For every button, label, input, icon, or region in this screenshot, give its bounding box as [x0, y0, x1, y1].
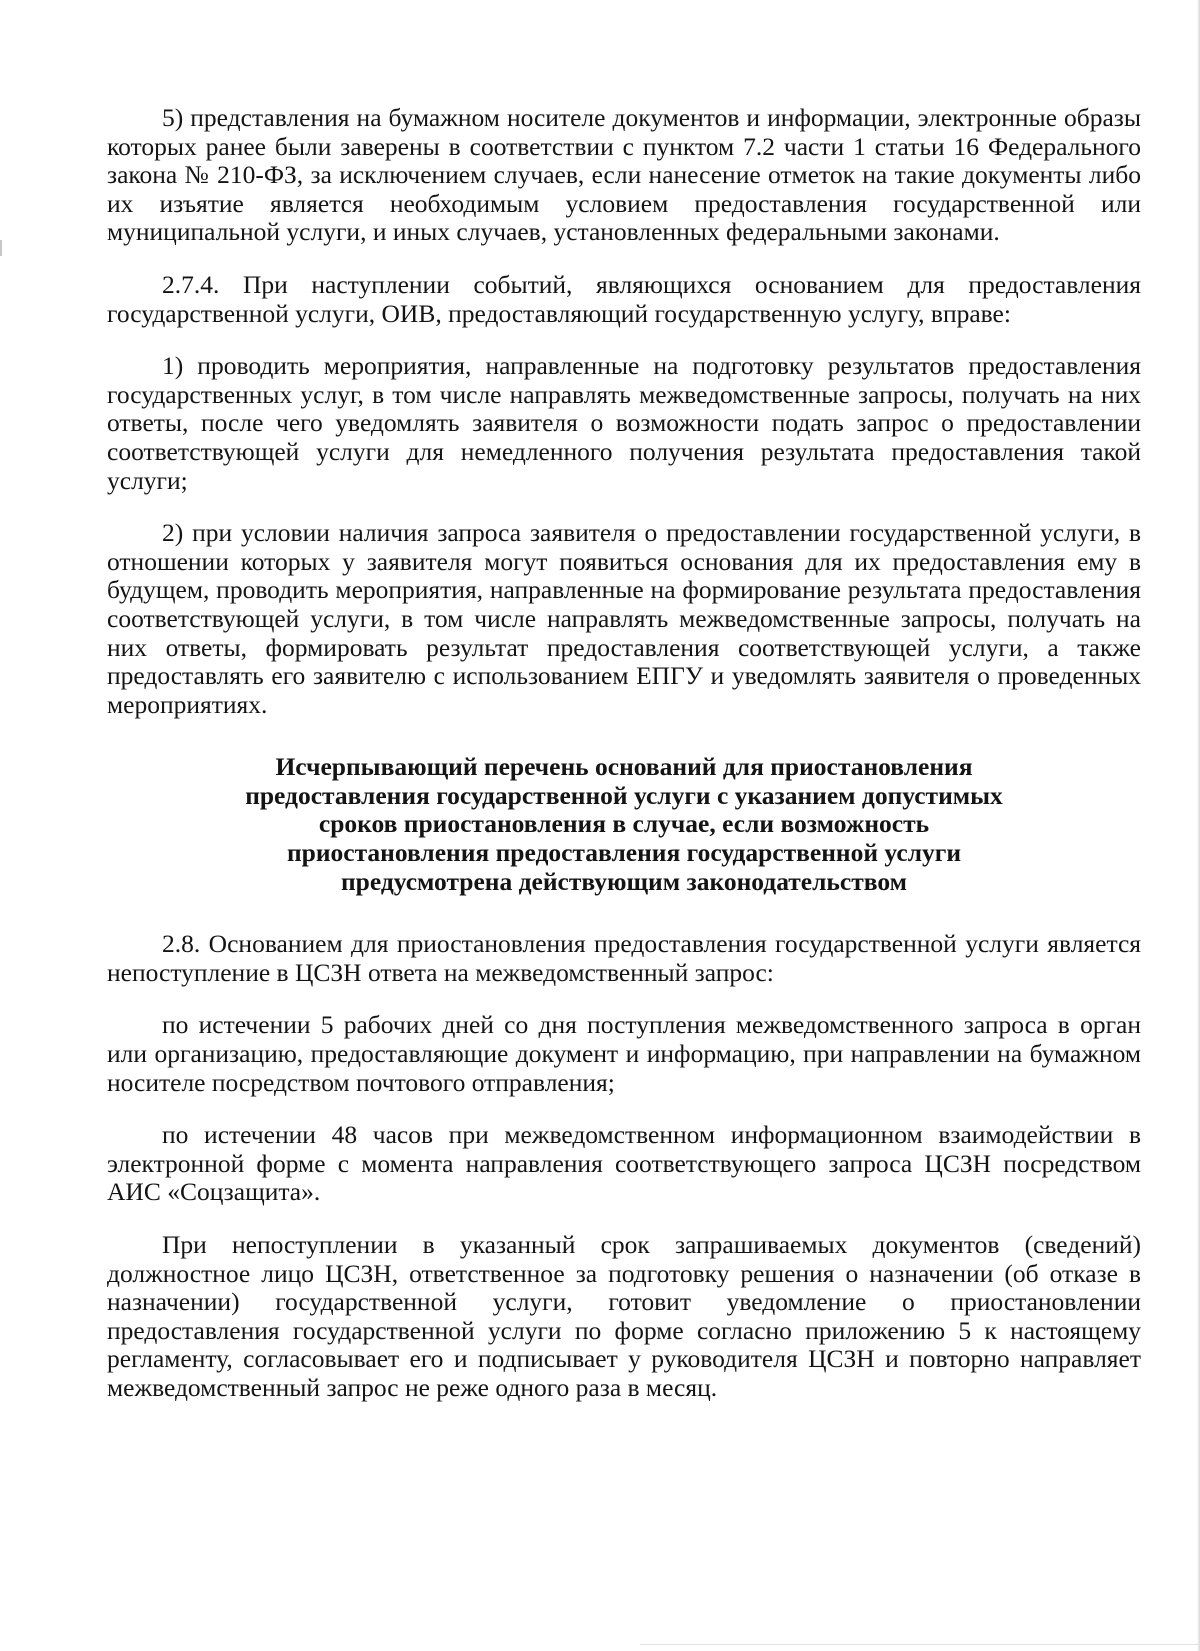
heading-line: предоставления государственной услуги с указанием допустимых	[245, 780, 1003, 810]
heading-line: Исчерпывающий перечень оснований для приостановления	[275, 752, 973, 782]
heading-line: приостановления предоставления государственной услуги	[286, 838, 962, 868]
scan-artifact	[640, 1644, 1200, 1645]
paragraph-electronic-deadline: по истечении 48 часов при межведомственном информационном взаимодействии в электронной форме с момента направления соответствующего запроса ЦСЗН посредством АИС «Соцзащита».	[107, 1120, 1141, 1207]
scan-artifact	[0, 240, 2, 256]
heading-line: предусмотрена действующим законодательством	[340, 866, 907, 896]
paragraph-item-1: 1) проводить мероприятия, направленные на подготовку результатов предоставления государственных услуг, в том числе направлять межведомственные запросы, получать на них ответы, после чего уведомлять заявителя о возможности подать запрос о предоставлении соответствующей услуги для немедленного получения результата предоставления такой услуги;	[107, 351, 1141, 495]
heading-line: сроков приостановления в случае, если возможность	[318, 809, 930, 839]
document-page	[107, 104, 1141, 1403]
section-heading	[107, 753, 1141, 896]
paragraph-2-8: 2.8. Основанием для приостановления предоставления государственной услуги является непоступление в ЦСЗН ответа на межведомственный запрос:	[107, 929, 1141, 987]
paragraph-2-7-4: 2.7.4. При наступлении событий, являющихся основанием для предоставления государственной услуги, ОИВ, предоставляющий государственную услугу, вправе:	[107, 269, 1141, 328]
paragraph-item-2: 2) при условии наличия запроса заявителя о предоставлении государственной услуги, в отношении которых у заявителя могут появиться основания для их предоставления ему в будущем, проводить мероприятия, направленные на формирование результата предоставления соответствующей услуги, в том числе направлять межведомственные запросы, получать на них ответы, формировать результат предоставления соответствующей услуги, а также предоставлять его заявителю с использованием ЕПГУ и уведомлять заявителя о проведенных мероприятиях.	[107, 518, 1141, 719]
paragraph-paper-deadline: по истечении 5 рабочих дней со дня поступления межведомственного запроса в орган или организацию, предоставляющие документ и информацию, при направлении на бумажном носителе посредством почтового отправления;	[107, 1010, 1141, 1097]
paragraph-suspension-notice: При непоступлении в указанный срок запрашиваемых документов (сведений) должностное лицо ЦСЗН, ответственное за подготовку решения о назначении (об отказе в назначении) государственной услуги, готовит уведомление о приостановлении предоставления государственной услуги по форме согласно приложению 5 к настоящему регламенту, согласовывает его и подписывает у руководителя ЦСЗН и повторно направляет межведомственный запрос не реже одного раза в месяц.	[107, 1230, 1141, 1402]
paragraph-item-5: 5) представления на бумажном носителе документов и информации, электронные образы которых ранее были заверены в соответствии с пунктом 7.2 части 1 статьи 16 Федерального закона № 210-ФЗ, за исключением случаев, если нанесение отметок на такие документы либо их изъятие является необходимым условием предоставления государственной или муниципальной услуги, и иных случаев, установленных федеральными законами.	[107, 103, 1141, 247]
